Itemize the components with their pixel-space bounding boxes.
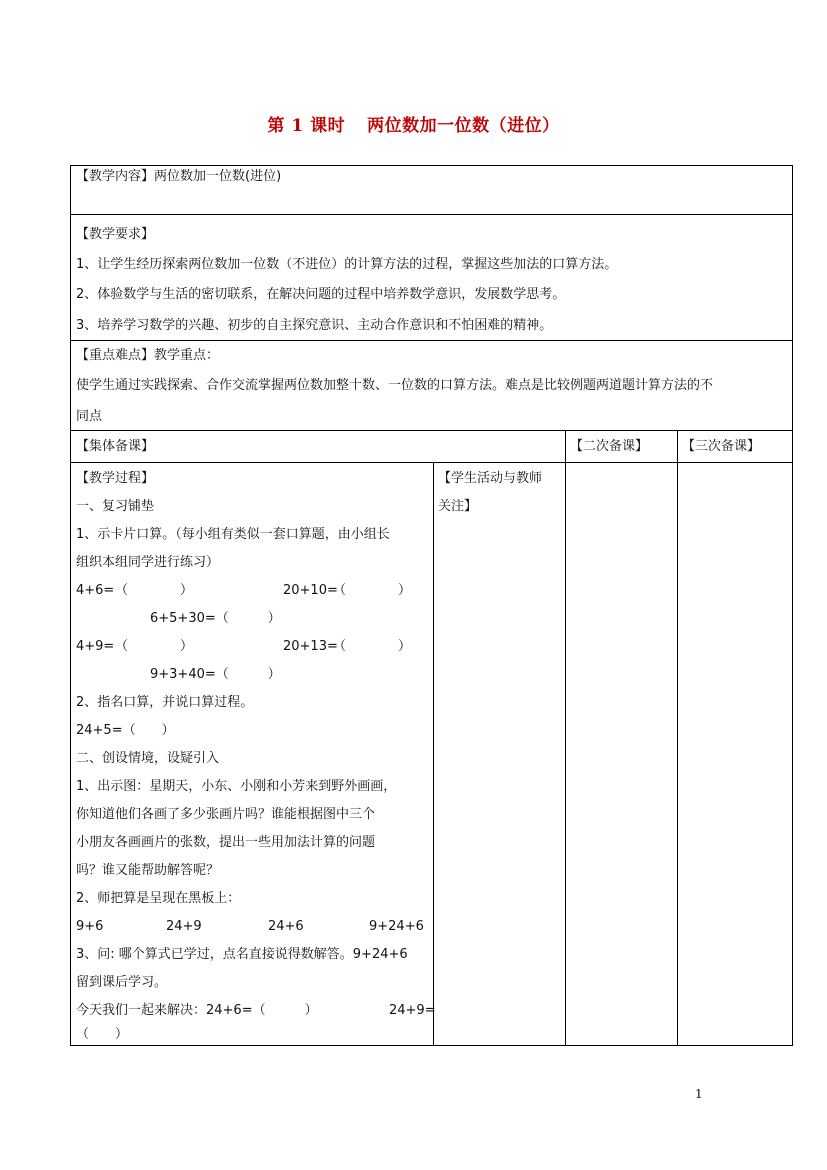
equation-blank: （ ） (115, 583, 194, 598)
formula: 24+6 (268, 919, 304, 934)
column-divider (433, 462, 434, 1046)
key-points-text: 使学生通过实践探索、合作交流掌握两位数加整十数、一位数的口算方法。难点是比较例题两道题计算方法的不 (76, 378, 714, 393)
section-heading: 二、创设情境，设疑引入 (76, 751, 220, 766)
requirement-item: 2、体验数学与生活的密切联系，在解决问题的过程中培养数学意识，发展数学思考。 (76, 287, 566, 302)
process-text: 吗？谁又能帮助解答呢？ (76, 863, 220, 878)
key-points-row (76, 347, 219, 364)
column-divider (565, 430, 566, 1046)
formula: 24+9 (166, 919, 202, 934)
requirement-item: 1、让学生经历探索两位数加一位数（不进位）的计算方法的过程，掌握这些加法的口算方法。 (76, 257, 618, 272)
content-label: 【教学内容】 (76, 169, 155, 184)
process-text: 你知道他们各画了多少张画片吗？谁能根据图中三个 (76, 807, 376, 822)
equation: 20+13= (283, 639, 338, 654)
lesson-number: 第 1 课时 (267, 116, 346, 136)
second-prep-header: 【二次备课】 (570, 439, 649, 454)
process-text: 留到课后学习。 (76, 975, 168, 990)
page-number: 1 (695, 1087, 703, 1101)
process-text: 2、师把算是呈现在黑板上： (76, 891, 241, 906)
equation: 24+9= (389, 1003, 436, 1018)
content-row (76, 168, 281, 185)
third-prep-header: 【三次备课】 (682, 439, 761, 454)
equation: 20+10= (283, 583, 338, 598)
process-text: 1、出示图：星期天，小东、小刚和小芳来到野外画画， (76, 779, 397, 794)
formula: 9+24+6 (369, 919, 424, 934)
page-title (0, 111, 827, 136)
equation-blank: （ ） (333, 583, 412, 598)
process-text: 今天我们一起来解决：24+6=（ ） (76, 1003, 318, 1018)
collective-prep-header: 【集体备课】 (76, 439, 155, 454)
key-points-text: 同点 (76, 409, 103, 424)
row-divider (70, 430, 793, 431)
equation-blank: （ ） (333, 639, 412, 654)
section-heading: 一、复习铺垫 (76, 499, 155, 514)
row-divider (70, 462, 793, 463)
process-text: 3、问: 哪个算式已学过，点名直接说得数解答。9+24+6 (76, 947, 408, 962)
key-points-label: 【重点难点】 (76, 348, 155, 363)
requirement-item: 3、培养学习数学的兴趣、初步的自主探究意识、主动合作意识和不怕困难的精神。 (76, 318, 553, 333)
process-label: 【教学过程】 (76, 471, 155, 486)
content-text: 两位数加一位数(进位) (154, 169, 282, 184)
equation: 4+9= (76, 639, 115, 654)
equation: 4+6= (76, 583, 115, 598)
lesson-topic: 两位数加一位数（进位） (367, 116, 560, 136)
activity-label: 【学生活动与教师 (438, 471, 543, 486)
process-text: 小朋友各画画片的张数，提出一些用加法计算的问题 (76, 835, 376, 850)
process-text: 组织本组同学进行练习） (76, 555, 220, 570)
process-text: 2、指名口算，并说口算过程。 (76, 695, 254, 710)
formula: 9+6 (76, 919, 104, 934)
equation-blank: （ ） (76, 1027, 129, 1042)
equation: 6+5+30=（ ） (150, 611, 281, 626)
row-divider (70, 340, 793, 341)
equation: 24+5=（ ） (76, 723, 175, 738)
requirements-label: 【教学要求】 (76, 227, 155, 242)
process-text: 1、示卡片口算。（每小组有类似一套口算题，由小组长 (76, 527, 390, 542)
activity-label: 关注】 (438, 499, 478, 514)
row-divider (70, 214, 793, 215)
equation-blank: （ ） (115, 639, 194, 654)
equation: 9+3+40=（ ） (150, 667, 281, 682)
key-points-intro: 教学重点： (154, 348, 220, 363)
column-divider (677, 430, 678, 1046)
